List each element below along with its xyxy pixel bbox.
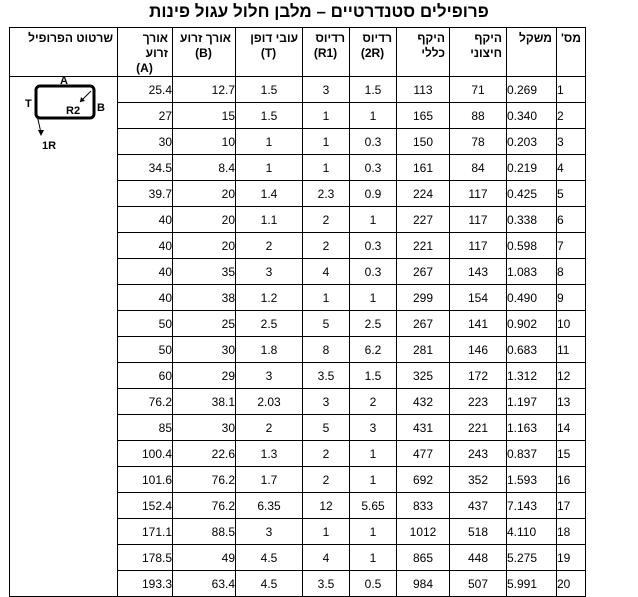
- cell-thickness: 2: [236, 233, 303, 259]
- cell-radius-r2: 5.65: [350, 493, 397, 519]
- label-1r: 1R: [42, 140, 57, 152]
- cell-total-perimeter: 267: [397, 311, 450, 337]
- cell-length-b: 35: [173, 259, 236, 285]
- cell-radius-r1: 2: [303, 441, 350, 467]
- cell-radius-r2: 1: [350, 285, 397, 311]
- cell-length-b: 20: [173, 233, 236, 259]
- cell-length-b: 38: [173, 285, 236, 311]
- cell-radius-r1: 1: [303, 103, 350, 129]
- cell-outer-perimeter: 117: [450, 181, 507, 207]
- cell-radius-r2: 0.3: [350, 129, 397, 155]
- header-drawing: שרטוט הפרופיל: [10, 28, 118, 77]
- cell-radius-r1: 1: [303, 519, 350, 545]
- cell-outer-perimeter: 154: [450, 285, 507, 311]
- profile-drawing: [10, 77, 116, 227]
- cell-radius-r1: 12: [303, 493, 350, 519]
- cell-number: 6: [557, 207, 586, 233]
- cell-outer-perimeter: 78: [450, 129, 507, 155]
- cell-length-b: 76.2: [173, 493, 236, 519]
- cell-radius-r2: 0.3: [350, 259, 397, 285]
- cell-weight: 0.683: [507, 337, 557, 363]
- cell-length-a: 76.2: [118, 389, 173, 415]
- cell-thickness: 4.5: [236, 571, 303, 597]
- header-radius-r1: רדיוס (R1): [303, 28, 350, 77]
- cell-radius-r2: 2: [350, 389, 397, 415]
- cell-radius-r1: 1: [303, 129, 350, 155]
- cell-length-a: 60: [118, 363, 173, 389]
- cell-length-b: 38.1: [173, 389, 236, 415]
- cell-number: 13: [557, 389, 586, 415]
- cell-number: 7: [557, 233, 586, 259]
- cell-total-perimeter: 984: [397, 571, 450, 597]
- cell-length-b: 15: [173, 103, 236, 129]
- header-length-a: אורך זרוע (A): [118, 28, 173, 77]
- cell-thickness: 1.4: [236, 181, 303, 207]
- cell-length-a: 171.1: [118, 519, 173, 545]
- cell-length-a: 40: [118, 259, 173, 285]
- cell-radius-r1: 2: [303, 467, 350, 493]
- cell-total-perimeter: 221: [397, 233, 450, 259]
- cell-radius-r1: 3: [303, 77, 350, 103]
- label-b: B: [97, 102, 105, 114]
- cell-outer-perimeter: 88: [450, 103, 507, 129]
- cell-number: 16: [557, 467, 586, 493]
- header-total-perimeter: היקף כללי: [397, 28, 450, 77]
- cell-weight: 7.143: [507, 493, 557, 519]
- cell-total-perimeter: 113: [397, 77, 450, 103]
- cell-total-perimeter: 150: [397, 129, 450, 155]
- header-outer-perimeter: היקף חיצוני: [450, 28, 507, 77]
- cell-weight: 1.083: [507, 259, 557, 285]
- header-weight: משקל: [507, 28, 557, 77]
- cell-radius-r2: 0.9: [350, 181, 397, 207]
- cell-thickness: 1.2: [236, 285, 303, 311]
- profiles-table: [9, 27, 586, 597]
- cell-weight: 0.203: [507, 129, 557, 155]
- cell-radius-r2: 0.3: [350, 155, 397, 181]
- cell-radius-r1: 1: [303, 285, 350, 311]
- cell-length-a: 85: [118, 415, 173, 441]
- cell-length-b: 30: [173, 415, 236, 441]
- cell-length-a: 30: [118, 129, 173, 155]
- header-number: מס': [557, 28, 586, 77]
- cell-outer-perimeter: 507: [450, 571, 507, 597]
- cell-length-b: 10: [173, 129, 236, 155]
- cell-length-a: 50: [118, 337, 173, 363]
- cell-length-b: 20: [173, 207, 236, 233]
- cell-length-b: 30: [173, 337, 236, 363]
- cell-number: 19: [557, 545, 586, 571]
- cell-outer-perimeter: 84: [450, 155, 507, 181]
- page-title: פרופילים סטנדרטיים – מלבן חלול עגול פינות: [149, 2, 489, 21]
- cell-thickness: 1: [236, 129, 303, 155]
- cell-radius-r2: 0.5: [350, 571, 397, 597]
- cell-total-perimeter: 165: [397, 103, 450, 129]
- cell-number: 2: [557, 103, 586, 129]
- cell-radius-r2: 6.2: [350, 337, 397, 363]
- cell-thickness: 2: [236, 415, 303, 441]
- cell-length-a: 50: [118, 311, 173, 337]
- cell-radius-r2: 1.5: [350, 77, 397, 103]
- label-t: T: [25, 98, 32, 110]
- profile-drawing-cell: [10, 77, 118, 597]
- cell-total-perimeter: 692: [397, 467, 450, 493]
- cell-thickness: 1.3: [236, 441, 303, 467]
- cell-radius-r1: 2.3: [303, 181, 350, 207]
- cell-weight: 5.991: [507, 571, 557, 597]
- cell-total-perimeter: 325: [397, 363, 450, 389]
- cell-outer-perimeter: 117: [450, 207, 507, 233]
- cell-length-b: 20: [173, 181, 236, 207]
- cell-outer-perimeter: 437: [450, 493, 507, 519]
- cell-length-a: 178.5: [118, 545, 173, 571]
- cell-length-b: 49: [173, 545, 236, 571]
- cell-weight: 0.902: [507, 311, 557, 337]
- cell-outer-perimeter: 221: [450, 415, 507, 441]
- cell-total-perimeter: 431: [397, 415, 450, 441]
- cell-number: 11: [557, 337, 586, 363]
- cell-thickness: 3: [236, 363, 303, 389]
- cell-radius-r1: 2: [303, 207, 350, 233]
- cell-number: 15: [557, 441, 586, 467]
- cell-radius-r2: 0.3: [350, 233, 397, 259]
- cell-radius-r2: 2.5: [350, 311, 397, 337]
- cell-thickness: 1.7: [236, 467, 303, 493]
- cell-number: 5: [557, 181, 586, 207]
- cell-number: 8: [557, 259, 586, 285]
- cell-radius-r2: 1: [350, 207, 397, 233]
- cell-length-b: 63.4: [173, 571, 236, 597]
- header-length-b: אורך זרוע (B): [173, 28, 236, 77]
- cell-number: 20: [557, 571, 586, 597]
- cell-length-a: 25.4: [118, 77, 173, 103]
- cell-thickness: 3: [236, 519, 303, 545]
- cell-length-b: 25: [173, 311, 236, 337]
- cell-radius-r1: 4: [303, 259, 350, 285]
- cell-length-a: 40: [118, 233, 173, 259]
- cell-thickness: 1.8: [236, 337, 303, 363]
- cell-outer-perimeter: 223: [450, 389, 507, 415]
- cell-number: 14: [557, 415, 586, 441]
- cell-radius-r2: 1: [350, 441, 397, 467]
- cell-weight: 1.163: [507, 415, 557, 441]
- cell-outer-perimeter: 172: [450, 363, 507, 389]
- cell-total-perimeter: 833: [397, 493, 450, 519]
- cell-thickness: 1: [236, 155, 303, 181]
- cell-thickness: 2.5: [236, 311, 303, 337]
- cell-thickness: 2.03: [236, 389, 303, 415]
- cell-length-a: 152.4: [118, 493, 173, 519]
- cell-thickness: 3: [236, 259, 303, 285]
- cell-outer-perimeter: 518: [450, 519, 507, 545]
- cell-weight: 0.269: [507, 77, 557, 103]
- cell-length-a: 193.3: [118, 571, 173, 597]
- cell-length-a: 40: [118, 207, 173, 233]
- cell-number: 18: [557, 519, 586, 545]
- cell-weight: 0.219: [507, 155, 557, 181]
- cell-number: 12: [557, 363, 586, 389]
- cell-weight: 0.340: [507, 103, 557, 129]
- cell-total-perimeter: 267: [397, 259, 450, 285]
- cell-length-a: 39.7: [118, 181, 173, 207]
- profile-outline: [36, 86, 94, 118]
- cell-radius-r1: 8: [303, 337, 350, 363]
- cell-number: 4: [557, 155, 586, 181]
- cell-number: 10: [557, 311, 586, 337]
- cell-length-b: 88.5: [173, 519, 236, 545]
- cell-radius-r1: 4: [303, 545, 350, 571]
- cell-radius-r1: 5: [303, 311, 350, 337]
- cell-radius-r2: 1: [350, 545, 397, 571]
- header-thickness: עובי דופן (T): [236, 28, 303, 77]
- cell-thickness: 6.35: [236, 493, 303, 519]
- cell-weight: 0.338: [507, 207, 557, 233]
- cell-number: 1: [557, 77, 586, 103]
- cell-outer-perimeter: 141: [450, 311, 507, 337]
- cell-length-a: 100.4: [118, 441, 173, 467]
- cell-weight: 0.598: [507, 233, 557, 259]
- table-row: [10, 77, 586, 103]
- cell-outer-perimeter: 243: [450, 441, 507, 467]
- cell-radius-r2: 1: [350, 519, 397, 545]
- cell-length-b: 76.2: [173, 467, 236, 493]
- cell-length-b: 29: [173, 363, 236, 389]
- header-radius-r2: רדיוס (2R): [350, 28, 397, 77]
- cell-outer-perimeter: 71: [450, 77, 507, 103]
- cell-total-perimeter: 224: [397, 181, 450, 207]
- cell-total-perimeter: 865: [397, 545, 450, 571]
- cell-radius-r1: 3: [303, 389, 350, 415]
- cell-length-a: 101.6: [118, 467, 173, 493]
- cell-weight: 0.837: [507, 441, 557, 467]
- cell-radius-r2: 1: [350, 467, 397, 493]
- cell-thickness: 1.1: [236, 207, 303, 233]
- cell-outer-perimeter: 143: [450, 259, 507, 285]
- cell-outer-perimeter: 117: [450, 233, 507, 259]
- label-r2: R2: [66, 105, 81, 117]
- cell-thickness: 1.5: [236, 77, 303, 103]
- cell-weight: 4.110: [507, 519, 557, 545]
- cell-number: 9: [557, 285, 586, 311]
- cell-radius-r1: 2: [303, 233, 350, 259]
- cell-radius-r2: 3: [350, 415, 397, 441]
- cell-total-perimeter: 1012: [397, 519, 450, 545]
- cell-total-perimeter: 299: [397, 285, 450, 311]
- cell-outer-perimeter: 146: [450, 337, 507, 363]
- cell-weight: 1.593: [507, 467, 557, 493]
- cell-number: 17: [557, 493, 586, 519]
- cell-weight: 0.425: [507, 181, 557, 207]
- cell-length-a: 34.5: [118, 155, 173, 181]
- cell-length-a: 40: [118, 285, 173, 311]
- cell-weight: 1.197: [507, 389, 557, 415]
- cell-thickness: 4.5: [236, 545, 303, 571]
- cell-number: 3: [557, 129, 586, 155]
- header-row: [10, 28, 586, 77]
- cell-weight: 0.490: [507, 285, 557, 311]
- cell-radius-r2: 1.5: [350, 363, 397, 389]
- cell-radius-r1: 3.5: [303, 363, 350, 389]
- cell-radius-r1: 5: [303, 415, 350, 441]
- cell-length-b: 8.4: [173, 155, 236, 181]
- cell-total-perimeter: 227: [397, 207, 450, 233]
- cell-radius-r1: 3.5: [303, 571, 350, 597]
- label-a: A: [60, 77, 68, 87]
- cell-length-b: 12.7: [173, 77, 236, 103]
- cell-radius-r1: 1: [303, 155, 350, 181]
- cell-weight: 5.275: [507, 545, 557, 571]
- cell-total-perimeter: 432: [397, 389, 450, 415]
- cell-total-perimeter: 281: [397, 337, 450, 363]
- cell-total-perimeter: 477: [397, 441, 450, 467]
- r1-arrowhead: [38, 130, 44, 136]
- cell-weight: 1.312: [507, 363, 557, 389]
- cell-radius-r2: 1: [350, 103, 397, 129]
- cell-length-a: 27: [118, 103, 173, 129]
- cell-thickness: 1.5: [236, 103, 303, 129]
- cell-length-b: 22.6: [173, 441, 236, 467]
- cell-total-perimeter: 161: [397, 155, 450, 181]
- cell-outer-perimeter: 352: [450, 467, 507, 493]
- cell-outer-perimeter: 448: [450, 545, 507, 571]
